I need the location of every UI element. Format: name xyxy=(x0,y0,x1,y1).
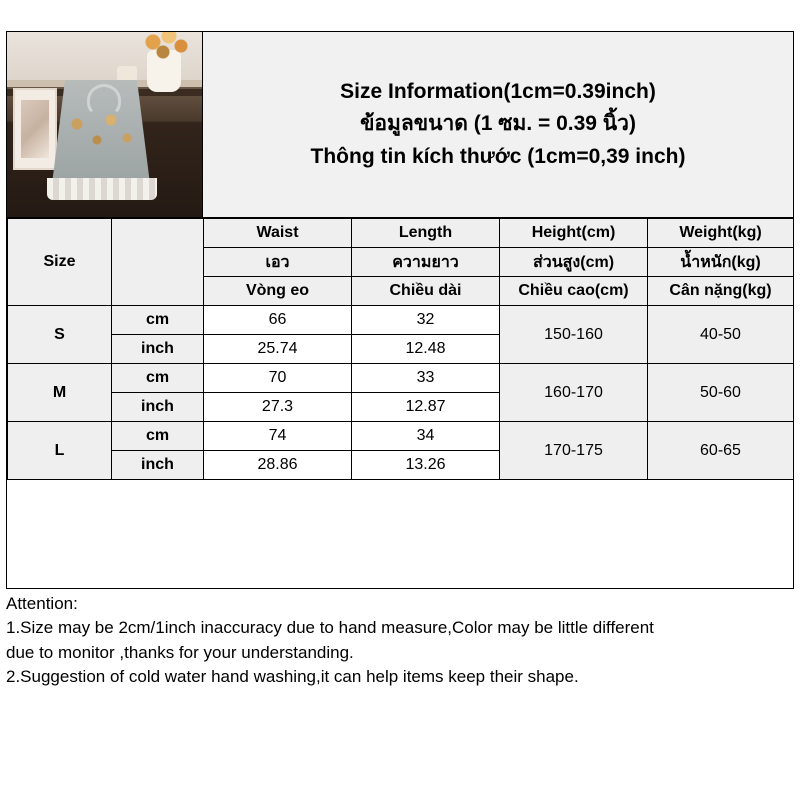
attention-heading: Attention: xyxy=(6,594,78,613)
col-waist-en: Waist xyxy=(204,219,352,248)
product-photo xyxy=(7,32,203,217)
l-length-cm: 34 xyxy=(352,422,500,451)
col-height-en: Height(cm) xyxy=(500,219,648,248)
photo-picture-frame xyxy=(13,88,57,170)
m-height: 160-170 xyxy=(500,364,648,422)
row-size-s: S xyxy=(8,306,112,364)
s-length-inch: 12.48 xyxy=(352,335,500,364)
chart-title-block xyxy=(203,32,793,217)
photo-skirt-bow xyxy=(87,84,121,116)
photo-flowers xyxy=(143,32,189,62)
m-waist-inch: 27.3 xyxy=(204,393,352,422)
table-row xyxy=(8,422,794,451)
title-thai: ข้อมูลขนาด (1 ซม. = 0.39 นิ้ว) xyxy=(360,112,636,136)
l-height: 170-175 xyxy=(500,422,648,480)
row-size-m: M xyxy=(8,364,112,422)
table-row xyxy=(8,364,794,393)
photo-skirt-embroidery xyxy=(67,114,137,154)
s-length-cm: 32 xyxy=(352,306,500,335)
title-vietnamese: Thông tin kích thước (1cm=0,39 inch) xyxy=(310,144,686,168)
m-length-inch: 12.87 xyxy=(352,393,500,422)
unit-cm: cm xyxy=(112,422,204,451)
col-waist-vi: Vòng eo xyxy=(204,277,352,306)
attention-line-3: 2.Suggestion of cold water hand washing,it can help items keep their shape. xyxy=(6,667,579,687)
table-header-row-en xyxy=(8,219,794,248)
s-waist-cm: 66 xyxy=(204,306,352,335)
size-chart-container xyxy=(6,31,794,589)
attention-line-1: 1.Size may be 2cm/1inch inaccuracy due to hand measure,Color may be little different xyxy=(6,618,654,638)
photo-skirt-lace-hem xyxy=(47,178,157,200)
attention-line-2: due to monitor ,thanks for your understanding. xyxy=(6,642,354,662)
m-weight: 50-60 xyxy=(648,364,794,422)
m-length-cm: 33 xyxy=(352,364,500,393)
col-height-th: ส่วนสูง(cm) xyxy=(500,248,648,277)
unit-inch: inch xyxy=(112,393,204,422)
col-length-vi: Chiều dài xyxy=(352,277,500,306)
size-header-cell: Size xyxy=(8,219,112,306)
unit-header-cell xyxy=(112,219,204,306)
m-waist-cm: 70 xyxy=(204,364,352,393)
col-length-en: Length xyxy=(352,219,500,248)
col-weight-th: น้ำหนัก(kg) xyxy=(648,248,794,277)
l-length-inch: 13.26 xyxy=(352,451,500,480)
col-waist-th: เอว xyxy=(204,248,352,277)
attention-block xyxy=(6,592,794,690)
s-height: 150-160 xyxy=(500,306,648,364)
l-waist-inch: 28.86 xyxy=(204,451,352,480)
unit-cm: cm xyxy=(112,306,204,335)
col-height-vi: Chiều cao(cm) xyxy=(500,277,648,306)
unit-inch: inch xyxy=(112,335,204,364)
unit-cm: cm xyxy=(112,364,204,393)
col-length-th: ความยาว xyxy=(352,248,500,277)
s-weight: 40-50 xyxy=(648,306,794,364)
title-english: Size Information(1cm=0.39inch) xyxy=(340,80,656,104)
row-size-l: L xyxy=(8,422,112,480)
l-weight: 60-65 xyxy=(648,422,794,480)
table-row xyxy=(8,306,794,335)
l-waist-cm: 74 xyxy=(204,422,352,451)
s-waist-inch: 25.74 xyxy=(204,335,352,364)
col-weight-vi: Cân nặng(kg) xyxy=(648,277,794,306)
size-table xyxy=(7,218,794,480)
chart-header-band xyxy=(7,32,793,218)
unit-inch: inch xyxy=(112,451,204,480)
col-weight-en: Weight(kg) xyxy=(648,219,794,248)
